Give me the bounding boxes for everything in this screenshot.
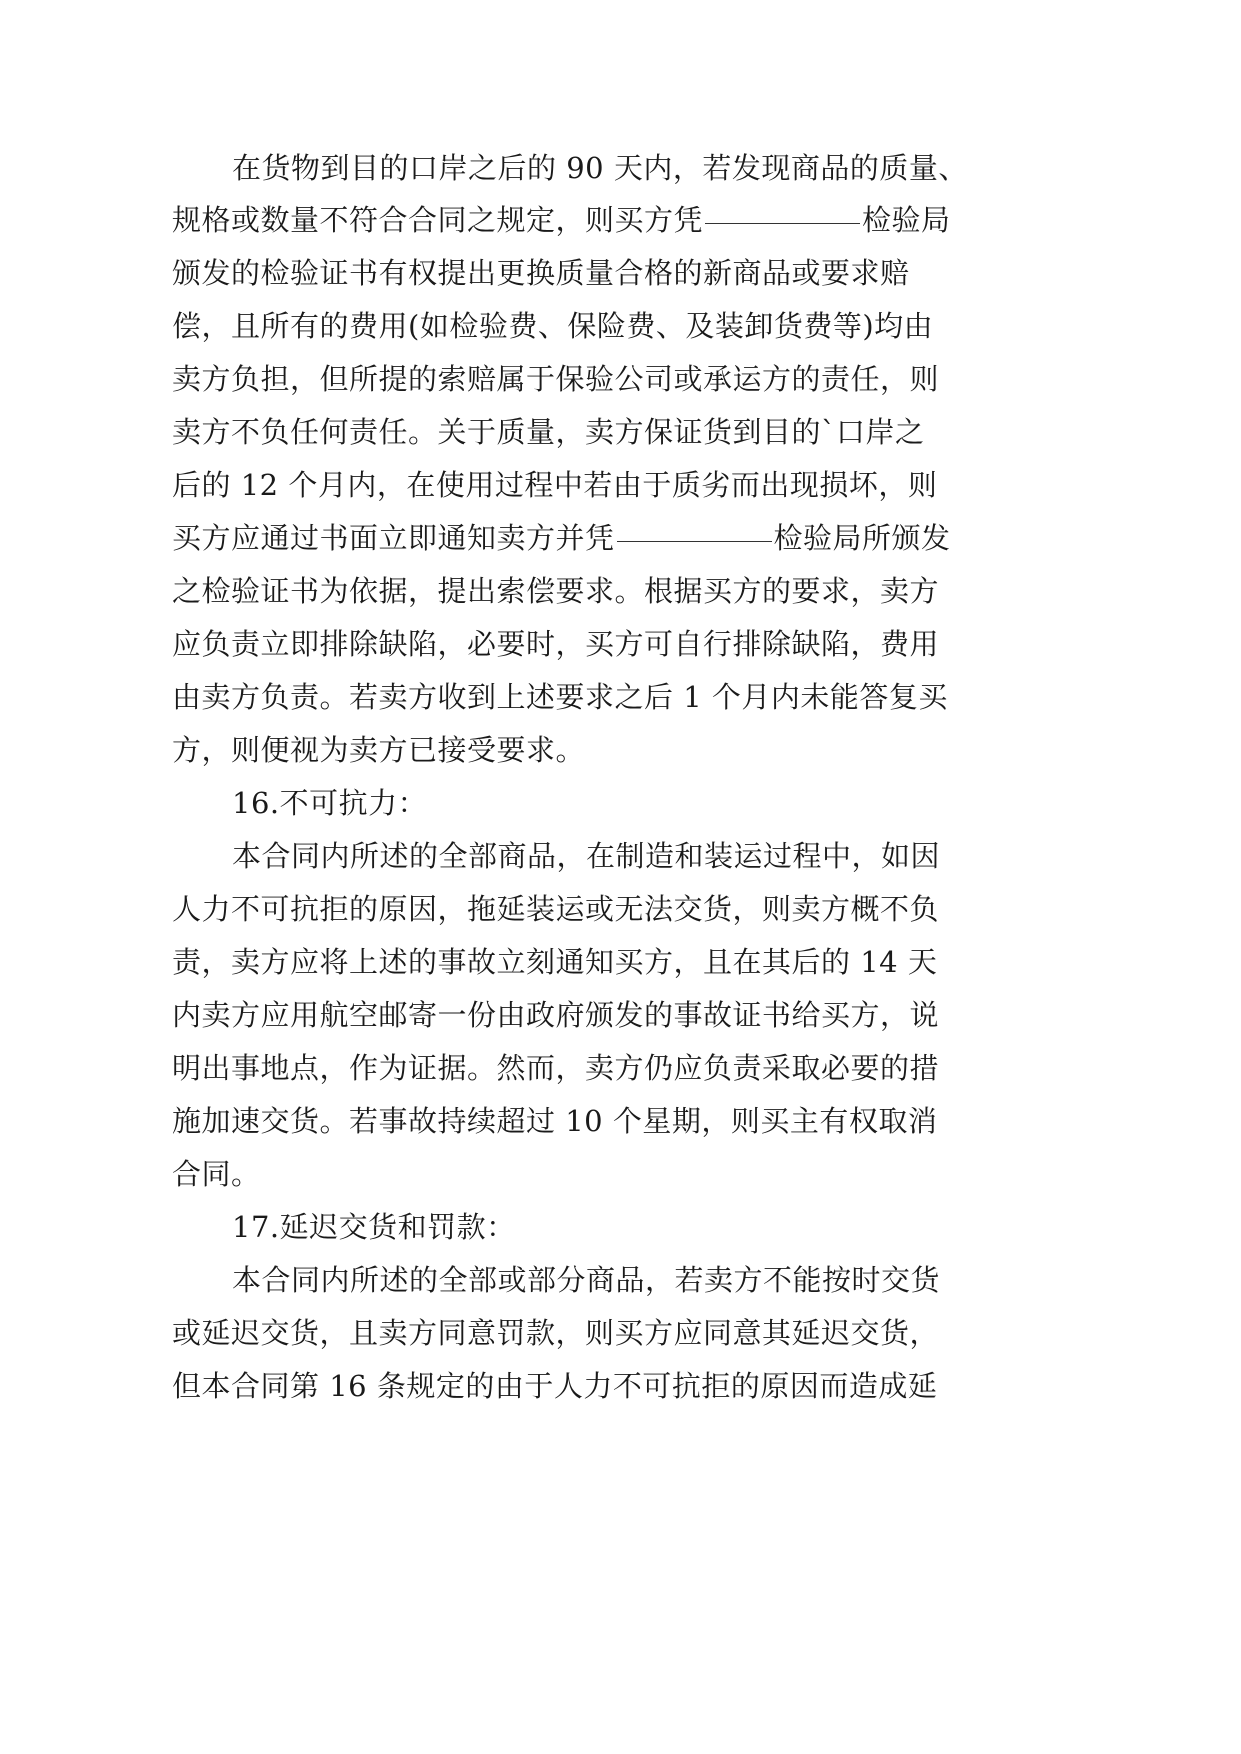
text: 后的 12 个月内，在使用过程中若由于质劣而出现损坏，则 — [172, 468, 938, 502]
text: 应负责立即排除缺陷，必要时，买方可自行排除缺陷，费用 — [172, 627, 940, 661]
text: 在货物到目的口岸之后的 90 天内，若发现商品的质量、 — [232, 151, 968, 185]
clause15-line-8 — [172, 508, 951, 568]
text: 方，则便视为卖方已接受要求。 — [172, 733, 586, 767]
clause15-line-1 — [232, 138, 968, 198]
text: 内卖方应用航空邮寄一份由政府颁发的事故证书给买方，说 — [172, 998, 940, 1032]
clause17-line-1 — [232, 1250, 940, 1310]
clause16-line-6 — [172, 1091, 937, 1151]
text: 但本合同第 16 条规定的由于人力不可抗拒的原因而造成延 — [172, 1369, 938, 1403]
clause16-heading — [232, 773, 427, 833]
text: 施加速交货。若事故持续超过 10 个星期，则买主有权取消 — [172, 1104, 938, 1138]
text: 卖方不负任何责任。关于质量，卖方保证货到目的`口岸之 — [172, 415, 925, 449]
text: 由卖方负责。若卖方收到上述要求之后 1 个月内未能答复买 — [172, 680, 948, 714]
clause15-line-10 — [172, 614, 939, 674]
text: 本合同内所述的全部商品，在制造和装运过程中，如因 — [232, 839, 941, 873]
clause16-line-4 — [172, 985, 939, 1045]
text: 合同。 — [172, 1157, 261, 1191]
clause15-line-6 — [172, 402, 925, 462]
clause15-line-7 — [172, 455, 937, 515]
heading-text: 17.延迟交货和罚款： — [232, 1210, 516, 1244]
text: 规格或数量不符合合同之规定，则买方凭 — [172, 203, 704, 237]
text: 或延迟交货，且卖方同意罚款，则买方应同意其延迟交货， — [172, 1316, 940, 1350]
text: 卖方负担，但所提的索赔属于保验公司或承运方的责任，则 — [172, 362, 940, 396]
clause16-line-3 — [172, 932, 937, 992]
clause15-line-3 — [172, 243, 910, 303]
clause15-line-4 — [172, 296, 933, 356]
text: 本合同内所述的全部或部分商品，若卖方不能按时交货 — [232, 1263, 941, 1297]
text: 检验局 — [862, 203, 951, 237]
fill-in-blank[interactable] — [617, 540, 772, 542]
clause15-line-11 — [172, 667, 948, 727]
text: 检验局所颁发 — [773, 521, 951, 555]
text: 明出事地点，作为证据。然而，卖方仍应负责采取必要的措 — [172, 1051, 940, 1085]
clause15-line-12 — [172, 720, 585, 780]
clause17-heading — [232, 1197, 516, 1257]
clause16-line-5 — [172, 1038, 939, 1098]
text: 之检验证书为依据，提出索偿要求。根据买方的要求，卖方 — [172, 574, 940, 608]
clause16-line-2 — [172, 879, 939, 939]
clause15-line-2 — [172, 190, 951, 250]
clause17-line-2 — [172, 1303, 939, 1363]
text: 责，卖方应将上述的事故立刻通知买方，且在其后的 14 天 — [172, 945, 938, 979]
fill-in-blank[interactable] — [705, 222, 860, 224]
text: 偿，且所有的费用(如检验费、保险费、及装卸货费等)均由 — [172, 309, 934, 343]
clause15-line-5 — [172, 349, 939, 409]
text: 买方应通过书面立即通知卖方并凭 — [172, 521, 615, 555]
text: 颁发的检验证书有权提出更换质量合格的新商品或要求赔 — [172, 256, 910, 290]
clause16-line-1 — [232, 826, 940, 886]
clause17-line-3 — [172, 1356, 937, 1416]
clause16-line-7 — [172, 1144, 261, 1204]
heading-text: 16.不可抗力： — [232, 786, 428, 820]
text: 人力不可抗拒的原因，拖延装运或无法交货，则卖方概不负 — [172, 892, 940, 926]
clause15-line-9 — [172, 561, 939, 621]
